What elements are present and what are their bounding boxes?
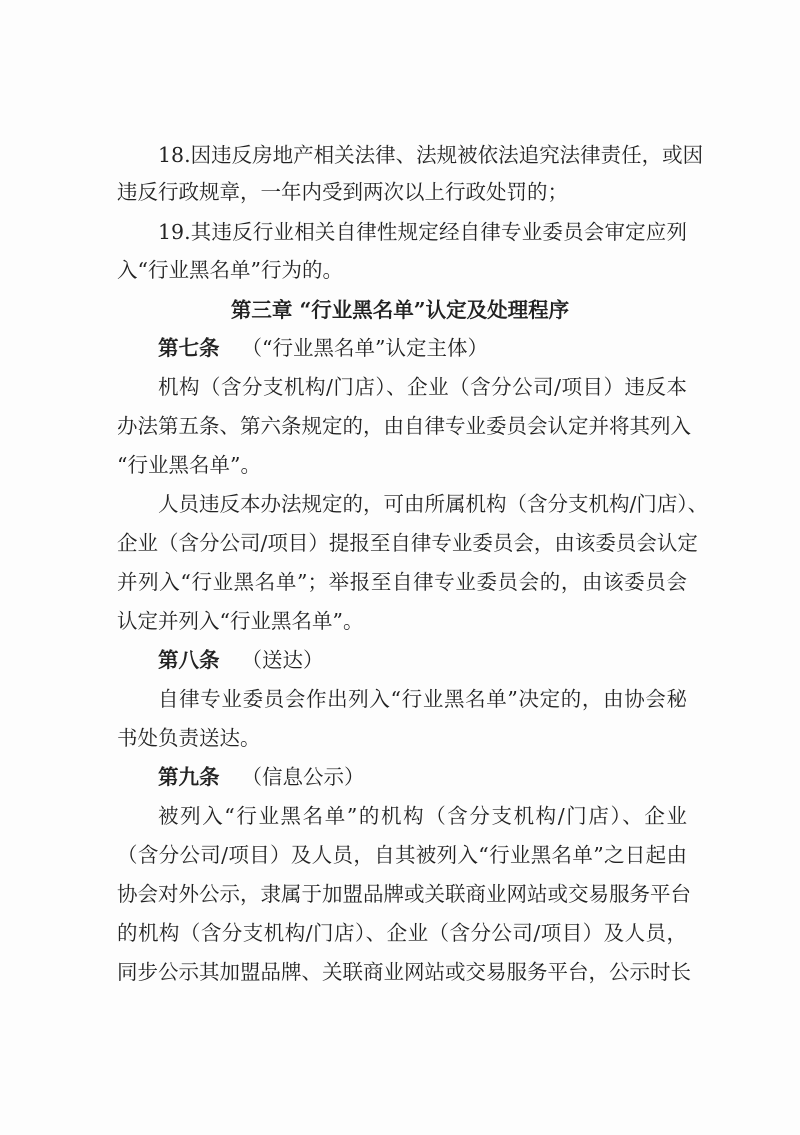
article-title: 第八条	[158, 648, 220, 672]
article-note: （信息公示）	[241, 765, 365, 789]
paragraph-line: 认定并列入“行业黑名单”。	[117, 609, 364, 633]
article-heading	[158, 338, 687, 359]
article-heading	[158, 767, 687, 788]
article-title: 第九条	[158, 765, 220, 789]
paragraph-line: 办法第五条、第六条规定的，由自律专业委员会认定并将其列入	[117, 414, 691, 438]
paragraph-line: 18.因违反房地产相关法律、法规被依法追究法律责任，或因	[158, 143, 704, 167]
article-note: （送达）	[241, 648, 324, 672]
article-heading	[158, 650, 687, 671]
paragraph-line: 违反行政规章，一年内受到两次以上行政处罚的；	[117, 180, 568, 204]
article-note: （“行业黑名单”认定主体）	[241, 336, 488, 360]
paragraph-line: 的机构（含分支机构/门店）、企业（含分公司/项目）及人员，	[117, 921, 687, 945]
article-title: 第七条	[158, 336, 220, 360]
paragraph-line: 自律专业委员会作出列入“行业黑名单”决定的，由协会秘	[158, 687, 687, 711]
paragraph-line: 19.其违反行业相关自律性规定经自律专业委员会审定应列	[158, 220, 687, 244]
paragraph-line: 同步公示其加盟品牌、关联商业网站或交易服务平台，公示时长	[117, 960, 691, 984]
chapter-heading: 第三章 “行业黑名单”认定及处理程序	[230, 298, 570, 322]
paragraph-line: 机构（含分支机构/门店）、企业（含分公司/项目）违反本	[158, 375, 687, 399]
paragraph-line: 企业（含分公司/项目）提报至自律专业委员会，由该委员会认定	[117, 531, 698, 555]
paragraph-line: 协会对外公示，隶属于加盟品牌或关联商业网站或交易服务平台	[117, 882, 691, 906]
paragraph-line: 书处负责送达。	[117, 726, 261, 750]
paragraph-line: “行业黑名单”。	[117, 453, 261, 477]
paragraph-line: 人员违反本办法规定的，可由所属机构（含分支机构/门店）、	[158, 492, 709, 516]
paragraph-line: 并列入“行业黑名单”；举报至自律专业委员会的，由该委员会	[117, 570, 687, 594]
paragraph-line: 被列入“行业黑名单”的机构（含分支机构/门店）、企业	[158, 804, 687, 828]
paragraph-line: 入“行业黑名单”行为的。	[117, 258, 343, 282]
paragraph-line: （含分公司/项目）及人员，自其被列入“行业黑名单”之日起由	[117, 843, 687, 867]
